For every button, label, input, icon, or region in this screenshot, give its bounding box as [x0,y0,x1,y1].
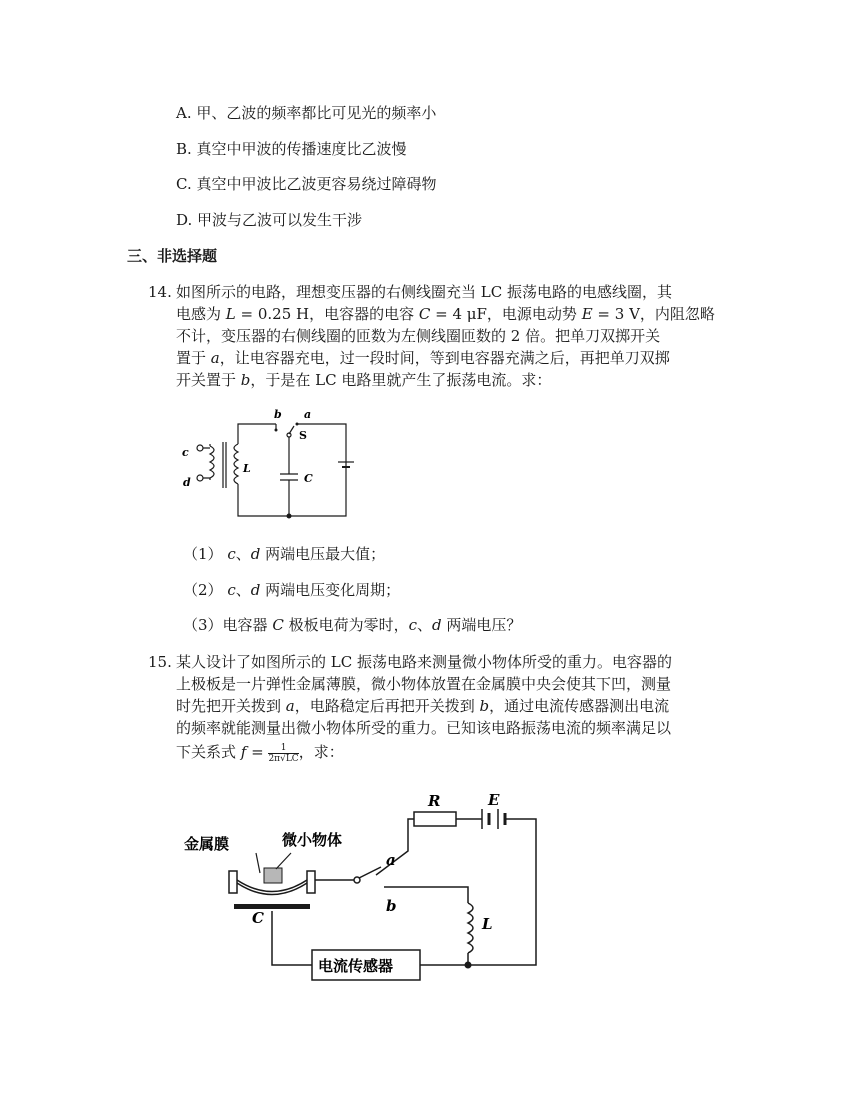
label-d: d [183,476,191,489]
q14-line4: 置于 a，让电容器充电，过一段时间，等到电容器充满之后，再把单刀双掷 [176,349,670,367]
label-C: C [304,472,313,485]
label-L: L [482,915,493,933]
label-C: C [252,909,264,927]
label-c: c [182,446,189,459]
section-title: 三、非选择题 [127,247,218,265]
q14-sub1: （1） c、d 两端电压最大值； [183,545,386,563]
label-R: R [428,792,441,810]
q15-line3: 时先把开关拨到 a，电路稳定后再把开关拨到 b，通过电流传感器测出电流 [176,697,670,715]
q15-line4: 的频率就能测量出微小物体所受的重力。已知该电路振荡电流的频率满足以 [176,719,672,737]
q15-number: 15. [148,653,172,671]
frequency-formula-fraction: $\frac{1}{2\pi√LC}$ [268,742,299,764]
lower-plate [234,904,310,909]
label-a: a [386,851,396,869]
film-right-clamp [307,871,315,893]
secondary-coil-L [234,444,238,484]
label-current-sensor: 电流传感器 [318,957,394,975]
label-E: E [488,791,500,809]
small-object [264,868,282,883]
terminal-d [197,475,203,481]
label-b: b [386,897,397,915]
label-S: S [299,429,307,442]
q14-sub3: （3）电容器 C 极板电荷为零时，c、d 两端电压？ [183,616,522,634]
q14-circuit-figure [176,404,366,524]
q14-sub2: （2） c、d 两端电压变化周期； [183,581,401,599]
q14-line1: 如图所示的电路，理想变压器的右侧线圈充当 LC 振荡电路的电感线圈，其 [176,283,672,301]
label-a: a [304,408,312,421]
q15-line5: 下关系式 f = $\frac{1}{2\pi√LC}$ ，求： [176,742,344,764]
inductor-L [468,903,473,953]
option-c[interactable]: C. 真空中甲波比乙波更容易绕过障碍物 [176,175,437,193]
option-b[interactable]: B. 真空中甲波的传播速度比乙波慢 [176,140,407,158]
option-a[interactable]: A. 甲、乙波的频率都比可见光的频率小 [176,104,437,122]
label-metal-film: 金属膜 [184,835,230,853]
q14-line5: 开关置于 b，于是在 LC 电路里就产生了振荡电流。求： [176,371,552,389]
switch-blade [359,867,381,878]
resistor-R [414,812,456,826]
film-left-clamp [229,871,237,893]
q15-circuit-figure [176,785,556,985]
label-L: L [243,462,251,475]
primary-coil [210,446,214,478]
q14-line3: 不计，变压器的右侧线圈的匝数为左侧线圈匝数的 2 倍。把单刀双掷开关 [176,327,661,345]
option-d[interactable]: D. 甲波与乙波可以发生干涉 [176,211,363,229]
q14-line2: 电感为 L = 0.25 H，电容器的电容 C = 4 μF，电源电动势 E = 3 V，内阻忽略 [176,305,715,323]
label-b: b [274,408,282,421]
q15-line1: 某人设计了如图所示的 LC 振荡电路来测量微小物体所受的重力。电容器的 [176,653,672,671]
terminal-c [197,445,203,451]
q14-number: 14. [148,283,172,301]
label-small-object: 微小物体 [282,831,343,849]
q15-line2: 上极板是一片弹性金属薄膜，微小物体放置在金属膜中央会使其下凹，测量 [176,675,672,693]
